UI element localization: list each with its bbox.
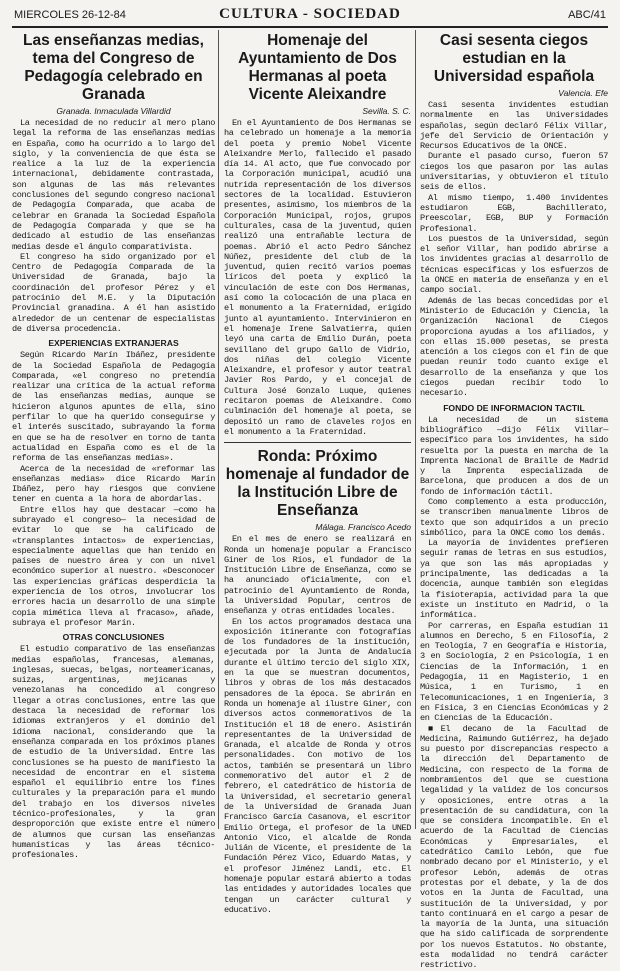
section-title: CULTURA - SOCIEDAD [219, 6, 401, 22]
paragraph: La necesidad de no reducir al mero plano legal la reforma de las enseñanzas medias en España, como ha ocurrido a lo largo del siglo, y la conveniencia de que ésta se realice a la luz de la experiencia internacional, debidamente contrastada, son algunas de las más relevantes conclusiones del segundo congreso nacional de Pedagogía Comparada, que acaba de celebrar en Granada la Sociedad Española de Pedagogía Comparada y que se ha dedicado al estudio de las enseñanzas medias desde el ángulo comparativista. [12, 118, 215, 252]
paragraph: El estudio comparativo de las enseñanzas medias españolas, francesas, alemanas, inglesas, suecas, belgas, norteamericanas, suizas, argentinas, mejicanas y venezolanas ha concedido al congreso llegar a otras conclusiones, entre las que destaca la necesidad de reformar los idiomas extranjeros y el dominio del idioma nacional, considerando que la enseñanza comparada en los próximos planes de estudio de la Universidad. Entre las conclusiones se ha puesto de manifiesto la necesidad de encontrar en el sistema español el equilibrio entre los fines culturales y la preparación para el mundo del trabajo en los diversos niveles técnico-profesionales, y la gran desproporción que existe entre el número de alumnos que cursan las enseñanzas humanísticas y las áreas técnico-profesionales. [12, 644, 215, 861]
paragraph: En los actos programados destaca una exposición itinerante con fotografías de los fundadores de la institución, ejecutada por la Junta de Andalucía durante el último tercio del siglo XIX, en la que se muestran documentos, libros y obras de los más destacados pensadores de la época. Se abrirán en Ronda un homenaje al ilustre Giner, con diversos actos conmemorativos de la Institución el 18 de enero. Asistirán representantes de la Universidad de Granada, el alcalde de Ronda y otros personalidades. Con motivo de los actos, también se presentará un libro conmemorativo del autor el 2 de febrero, el catedrático de historia de la Universidad, el secretario general de la Universidad de Granada Juan Francisco García Casanova, el escritor Emilio Ortega, el profesor de la UNED Antonio Vico, el alcalde de Ronda Julián de Vicente, el presidente de la Fundación Pérez Vico, Eduardo Matas, y el profesor Jiménez Landi, etc. El homenaje popular estará abierto a todas las entidades y autoridades locales que tengan un carácter cultural y educativo. [224, 616, 411, 915]
article-ensenanzas-medias [12, 32, 215, 861]
paragraph: Por carreras, en España estudian 11 alumnos en Derecho, 5 en Filosofía, 2 en Teología, 7 en Geografía e Historia, 3 en Sociología, 2 en Psicología, 1 en Ciencias de la Información, 1 en Pedagogía, 11 en Magisterio, 1 en Música, 1 en Turismo, 1 en Telecomunicaciones, 1 en Ingeniería, 3 en Física, 3 en Ciencias Económicas y 2 en Ciencias de la Educación. [420, 620, 608, 724]
paragraph: Durante el pasado curso, fueron 57 ciegos los que pasaron por las aulas universitarias, y obtuvieron el título seis de ellos. [420, 151, 608, 193]
paragraph: Según Ricardo Marín Ibáñez, presidente de la Sociedad Española de Pedagogía Comparada, «el congreso no pretendía realizar una crítica de la actual reforma de las enseñanzas medias, aunque se hicieron algunos apuntes de ella, sino perfilar lo que ha querido conseguirse y el interés suscitado, subrayando la forma en que se ha de resolver en torno de tanta actualidad en España como es el de la reforma de las enseñanzas medias». [12, 350, 215, 464]
paragraph: Entre ellos hay que destacar —como ha subrayado el congreso— la necesidad de evitar lo que se ha calificado de «transplantes intactos» de experiencias, especialmente aquellas que han tenido en países de nuestro área y con un nivel económico superior al nuestro. «Desconocer las experiencias gráficas desperdicia la experiencia de los otros, involucrar los errores hacia un desarrollo de una simple copia mimética lleva al fracaso», añade, subraya el profesor Marín. [12, 504, 215, 628]
paragraph: ■ El decano de la Facultad de Medicina, Raimundo Gutiérrez, ha dejado su puesto por discrepancias respecto a la dirección del Departamento de Medicina, con respecto de la forma de nombramientos del que se cuestiona legalidad y la validez de los concursos y oposiciones, entre otras a la presentación de su candidatura, con la que se considera incompatible. En el acuerdo de la Facultad de Ciencias Económicas y Empresariales, el catedrático Camilo Lebón, que fue nombrado decano por el Ministerio, y el profesor Lebón, además de otras protestas por el debate, y la de dos votos en la Junta de Facultad, una sustitución de la Universidad, y por tanto continuará en el cargo a pesar de la mayoría de la Junta, una situación que ha sido calificada de sorprendente por los nuevos Estatutos. No obstante, esta modalidad no tendrá carácter restrictivo. [420, 724, 608, 971]
article-divider [224, 442, 411, 443]
paragraph: Como complemento a esta producción, se transcriben manualmente libros de texto que son adquiridos a un precio simbólico, para la ONCE como los demás. [420, 496, 608, 538]
paragraph: El congreso ha sido organizado por el Centro de Pedagogía Comparada de la Universidad de Granada, bajo la coordinación del profesor Pérez y el patrocinio del M.E. y la Diputación Provincial granadina. A él han asistido alrededor de un centenar de especialistas de diversa procedencia. [12, 251, 215, 334]
header-rule [12, 26, 608, 28]
paragraph: En el Ayuntamiento de Dos Hermanas se ha celebrado un homenaje a la memoria del poeta y premio Nobel Vicente Aleixandre Merlo, fallecido el pasado día 14. Al acto, que fue convocado por la Corporación municipal, acudió una nutrida representación de los diversos sectores de la localidad. Estuvieron presentes, asimismo, los miembros de la Corporación Municipal, rojos, grupos culturales, casa de la juventud, quien realizó una entrañable lectura de poemas. Abrió el acto Pedro Sánchez Núñez, presidente del club de la juventud, quien recitó varios poemas líricos del poeta y explicó la vinculación de este con Dos Hermanas, así como la colocación de una placa en el monumento a la Fraternidad, erigido junto al ayuntamiento. Intervinieron en el homenaje Irene Salvatierra, quien leyó una carta de Emilio Durán, poeta sevillano del grupo Gallo de Vidrio, dos niñas del colegio Vicente Aleixandre, el profesor y autor teatral Javier Ros Pardo, y el concejal de Cultura José Gonzalo Luque, quienes recitaron poemas de Aleixandre. Como culminación del homenaje al poeta, se depositó un ramo de claveles rojos en el monumento a la Fraternidad. [224, 118, 411, 437]
byline: Granada. Inmaculada Villardid [56, 106, 171, 116]
paragraph: Acerca de la necesidad de «reformar las enseñanzas medias» dice Ricardo Marín Ibáñez, pero hay riesgos que conviene tener en cuenta a la hora de abordarlas. [12, 463, 215, 505]
byline: Málaga. Francisco Acedo [315, 522, 411, 533]
paragraph: Casi sesenta invidentes estudian normalmente en las Universidades españolas, según declaró Félix Villar, jefe del Servicio de Orientación y Recursos Educativos de la ONCE. [420, 100, 608, 152]
issue-date: MIERCOLES 26-12-84 [14, 9, 126, 21]
headline: Homenaje del Ayuntamiento de Dos Hermanas al poeta Vicente Aleixandre [238, 32, 397, 103]
subheading: EXPERIENCIAS EXTRANJERAS [48, 338, 179, 349]
paragraph: La necesidad de un sistema bibliográfico —dijo Félix Villar— específico para los invidentes, ha sido resuelta por la puesta en marcha de la Imprenta Nacional de Braille de Madrid y la Imprenta especializada de Barcelona, que producen a dos de un fondo de información táctil. [420, 414, 608, 497]
paragraph: Además de las becas concedidas por el Ministerio de Educación y Ciencia, la Organización Nacional de Ciegos proporciona ayudas a los afiliados, y con ellas 15.000 pesetas, se presta atención a los ciegos con el fin de que puedan reunir todo cuanto exige el desarrollo de la enseñanza y que los ciegos puedan recibir todo lo necesario. [420, 295, 608, 399]
page-header [12, 6, 608, 26]
headline: Ronda: Próximo homenaje al fundador de la Institución Libre de Enseñanza [225, 448, 410, 520]
paragraph: La mayoría de invidentes prefieren seguir ramas de letras en sus estudios, ya que son las más apropiadas y principalmente, las dedicadas a la docencia, aunque también son elegidas la fisioterapia, actividad para la que existe un instituto en Madrid, o la informática. [420, 538, 608, 621]
byline: Sevilla. S. C. [362, 106, 411, 116]
headline: Casi sesenta ciegos estudian en la Universidad española [433, 32, 595, 85]
headline: Las enseñanzas medias, tema del Congreso de Pedagogía celebrado en Granada [23, 32, 204, 103]
paragraph: Al mismo tiempo, 1.400 invidentes estudiaron EGB, Bachillerato, Preescolar, EGB, BUP y Formación Profesional. [420, 192, 608, 234]
article-ciegos-universidad [420, 32, 608, 971]
column-divider [415, 30, 416, 829]
subheading: OTRAS CONCLUSIONES [62, 632, 165, 643]
column-divider [218, 30, 219, 829]
paragraph: En el mes de enero se realizará en Ronda un homenaje popular a Francisco Giner de los Ríos, el fundador de la Institución Libre de Enseñanza, como se ha anunciado oficialmente, con el patrocinio del Ayuntamiento de Ronda, la Universidad Popular, centros de enseñanza y otras entidades locales. [224, 534, 411, 617]
byline: Valencia. Efe [558, 88, 608, 98]
subheading: FONDO DE INFORMACION TACTIL [443, 402, 585, 413]
column-homenajes [224, 32, 411, 915]
page-number: ABC/41 [568, 9, 606, 21]
paragraph: Los puestos de la Universidad, según el señor Villar, han podido abrirse a los invidentes gracias al desarrollo de técnicas específicas y los esfuerzos de la ONCE en materia de enseñanza y en el campo social. [420, 233, 608, 296]
